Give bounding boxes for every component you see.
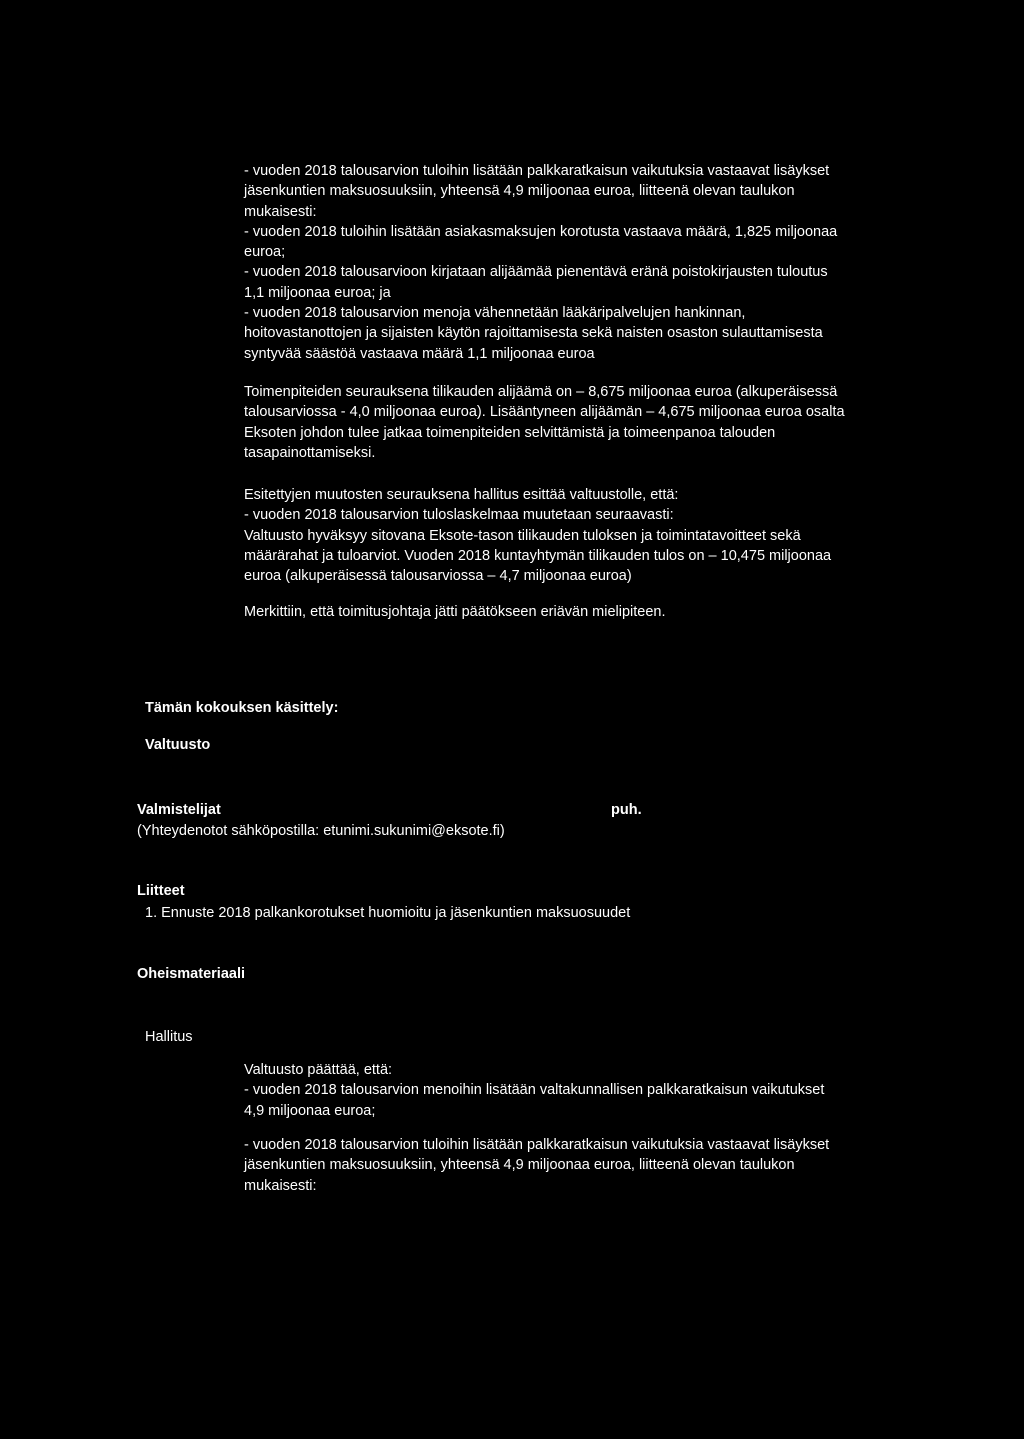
- text-line: Eksoten johdon tulee jatkaa toimenpiteiden selvittämistä ja toimeenpanoa talouden: [244, 424, 776, 441]
- text-line: Esitettyjen muutosten seurauksena hallitus esittää valtuustolle, että:: [244, 487, 679, 503]
- attachments-heading: Liitteet: [137, 883, 185, 899]
- meeting-handling-body: Valtuusto: [145, 737, 211, 753]
- text-line: jäsenkuntien maksuosuuksiin, yhteensä 4,9 miljoonaa euroa, liitteenä olevan taulukon: [244, 183, 795, 200]
- text-line: mukaisesti:: [244, 203, 317, 220]
- text-line: - vuoden 2018 talousarvion tuloihin lisätään palkkaratkaisun vaikutuksia vastaavat lisäykset: [244, 163, 830, 179]
- text-line: talousarviossa - 4,0 miljoonaa euroa). Lisääntyneen alijäämän – 4,675 miljoonaa euroa osalta: [244, 404, 845, 421]
- text-line: - vuoden 2018 tuloihin lisätään asiakasmaksujen korotusta vastaava määrä, 1,825 miljoonaa: [244, 223, 838, 240]
- budget-changes-list: [244, 161, 837, 364]
- result-paragraph: [244, 382, 845, 463]
- council-decision-text: [244, 1060, 884, 1194]
- text-line: 4,9 miljoonaa euroa;: [244, 1102, 376, 1119]
- dissent-note: [244, 602, 666, 622]
- text-line: - vuoden 2018 talousarvioon kirjataan alijäämää pienentävä eränä poistokirjausten tuloutus: [244, 264, 828, 281]
- attachment-item: 1. Ennuste 2018 palkankorotukset huomioitu ja jäsenkuntien maksuosuudet: [145, 905, 631, 921]
- text-line: määrärahat ja tuloarviot. Vuoden 2018 kuntayhtymän tilikauden tulos on – 10,475 miljoonaa: [244, 547, 832, 564]
- phone-label: puh.: [611, 802, 642, 818]
- text-line: hoitovastanottojen ja sijaisten käytön rajoittamisesta sekä naisten osaston sulauttamisesta: [244, 325, 823, 342]
- text-line: Toimenpiteiden seurauksena tilikauden alijäämä on – 8,675 miljoonaa euroa (alkuperäisessä: [244, 384, 838, 400]
- decision-paragraph-b: [244, 1135, 829, 1196]
- text-line: Merkittiin, että toimitusjohtaja jätti päätökseen eriävän mielipiteen.: [244, 604, 666, 620]
- text-line: - vuoden 2018 talousarvion tuloihin lisätään palkkaratkaisun vaikutuksia vastaavat lisäykset: [244, 1137, 830, 1153]
- board-label: Hallitus: [145, 1029, 193, 1045]
- text-line: mukaisesti:: [244, 1177, 317, 1194]
- text-line: - vuoden 2018 talousarvion tuloslaskelmaa muutetaan seuraavasti:: [244, 507, 674, 524]
- text-line: euroa;: [244, 244, 286, 261]
- text-line: tasapainottamiseksi.: [244, 444, 376, 461]
- text-line: syntyvää säästöä vastaava määrä 1,1 miljoonaa euroa: [244, 345, 595, 362]
- decision-paragraph-a: [244, 1060, 884, 1121]
- text-line: Valtuusto hyväksyy sitovana Eksote-tason tilikauden tuloksen ja toimintatavoitteet sekä: [244, 527, 801, 544]
- text-line: - vuoden 2018 talousarvion menoja vähennetään lääkäripalvelujen hankinnan,: [244, 305, 746, 322]
- contact-note: (Yhteydenotot sähköpostilla: etunimi.sukunimi@eksote.fi): [137, 823, 505, 839]
- text-line: 1,1 miljoonaa euroa; ja: [244, 284, 391, 301]
- text-line: jäsenkuntien maksuosuuksiin, yhteensä 4,9 miljoonaa euroa, liitteenä olevan taulukon: [244, 1157, 795, 1174]
- text-line: - vuoden 2018 talousarvion menoihin lisätään valtakunnallisen palkkaratkaisun vaikutukset: [244, 1082, 825, 1099]
- proposal-paragraph: [244, 485, 831, 586]
- other-material-heading: Oheismateriaali: [137, 966, 245, 982]
- meeting-handling-heading: Tämän kokouksen käsittely:: [145, 700, 339, 716]
- text-line: Valtuusto päättää, että:: [244, 1062, 393, 1078]
- preparers-label: Valmistelijat: [137, 802, 221, 818]
- text-line: euroa (alkuperäisessä talousarviossa – 4,7 miljoonaa euroa): [244, 568, 632, 585]
